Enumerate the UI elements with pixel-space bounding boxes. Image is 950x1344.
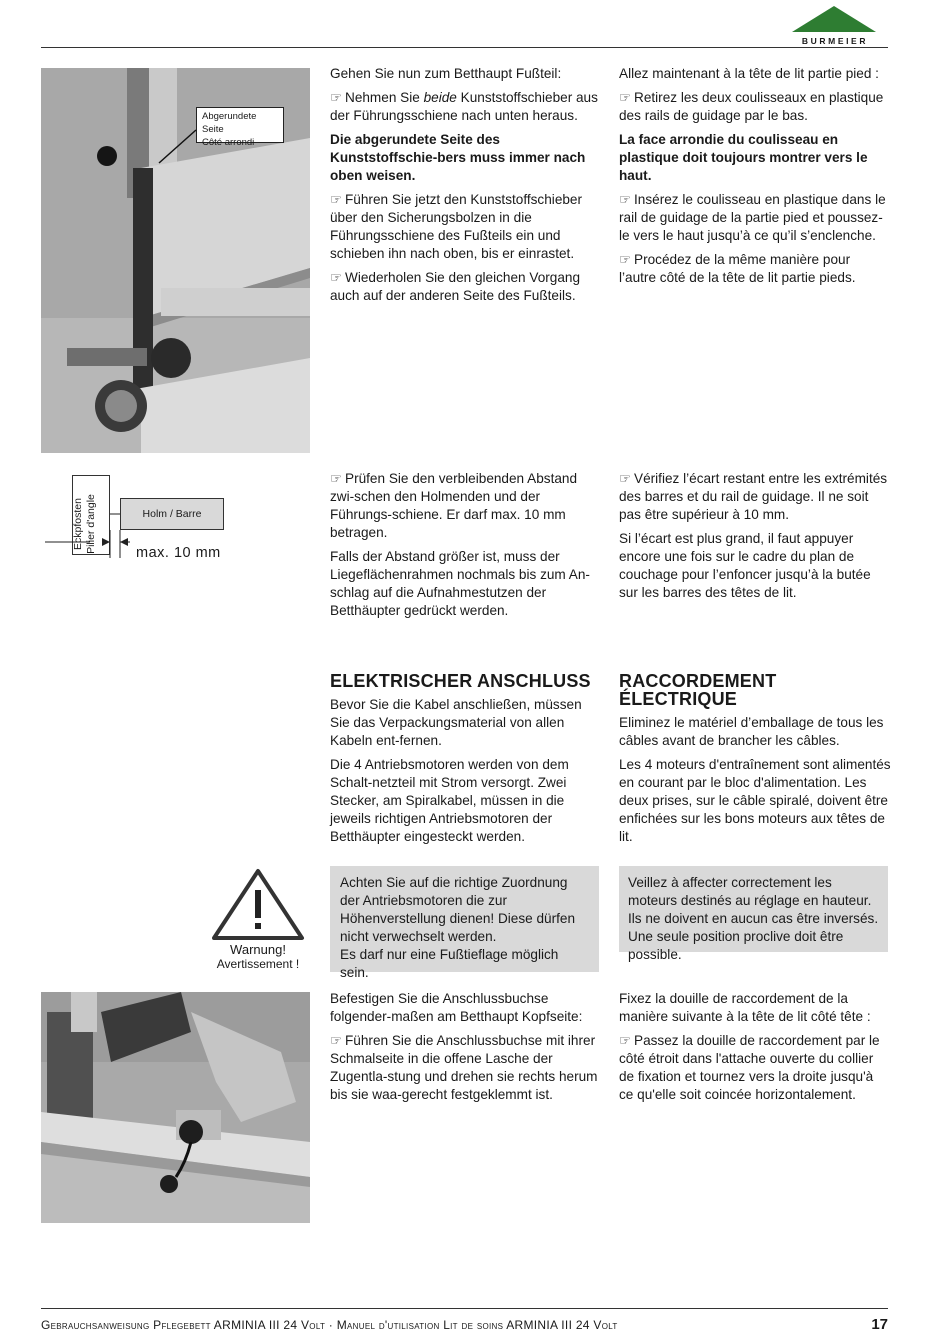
s2-de-p2: Falls der Abstand größer ist, muss der Liegeflächenrahmen nochmals bis zum An-schlag auf die Aufnahmestutzen der Betthäupter gedrückt werden. (330, 549, 590, 618)
pointing-hand-icon: ☞ (619, 90, 632, 105)
header-rule (41, 47, 888, 48)
warning-fr-line1: Veillez à affecter correctement les moteurs destinés au réglage en hauteur. Ils ne doivent en aucun cas être inversés. (628, 875, 879, 926)
photo-callout-fr: Côté arrondi (202, 137, 255, 148)
gap-diagram (40, 470, 270, 570)
pointing-hand-icon: ☞ (330, 90, 343, 105)
burmeier-logo-roof (792, 6, 876, 32)
s3-de-p2: Die 4 Antriebsmotoren werden von dem Schalt-netzteil mit Strom versorgt. Zwei Stecker, am Spiralkabel, müssen in die jeweils richtigen Antriebsmotoren der Betthäupter eingesteckt werden. (330, 757, 569, 844)
burmeier-logo-text: BURMEIER (801, 36, 869, 46)
bar-rect: Holm / Barre (120, 498, 224, 530)
s1-fr-p3: La face arrondie du coulisseau en plastique doit toujours montrer vers le haut. (619, 132, 868, 183)
s1-de-p2: ☞ Nehmen Sie beide Kunststoffschieber aus der Führungsschiene nach unten heraus. (330, 90, 598, 123)
footer-text: Gebrauchsanweisung Pflegebett ARMINIA III 24 Volt · Manuel d'utilisation Lit de soins ARMINIA III 24 Volt (41, 1318, 618, 1332)
section2-fr (619, 470, 889, 608)
s1-de-p4: ☞ Führen Sie jetzt den Kunststoffschieber über den Sicherungsbolzen in die Führungsschiene des Fußteils ein und schieben ihn nach oben, bis er einrastet. (330, 192, 583, 261)
corner-post-label-fr: Pilier d'angle (85, 494, 97, 554)
warning-label-fr: Avertissement ! (216, 957, 300, 971)
callout-leader (41, 68, 310, 453)
s2-fr-p2: Si l’écart est plus grand, il faut appuyer encore une fois sur le cadre du plan de couchage pour l’enfoncer jusqu’à la butée sur les barres des têtes de lit. (619, 531, 871, 600)
heading-raccordement-electrique: RACCORDEMENT ÉLECTRIQUE (619, 671, 777, 709)
s1-de-p3: Die abgerundete Seite des Kunststoffschie-bers muss immer nach oben weisen. (330, 132, 586, 183)
page-number: 17 (871, 1316, 888, 1333)
warning-sign (210, 868, 306, 971)
corner-post-label-de: Eckpfosten (72, 498, 84, 550)
pointing-hand-icon: ☞ (619, 1033, 632, 1048)
s1-fr-p5: ☞ Procédez de la même manière pour l’autre côté de la tête de lit partie pieds. (619, 252, 856, 285)
section3-fr (619, 672, 894, 852)
section4-de (330, 990, 600, 1110)
header (0, 0, 950, 50)
warning-de-line2: Es darf nur eine Fußtieflage möglich sein. (340, 947, 559, 980)
s3-fr-p2: Les 4 moteurs d'entraînement sont alimentés en courant par le bloc d'alimentation. Les deux prises, sur le câble spiralé, doivent être enfichées sur les bons moteurs aux têtes de lit. (619, 757, 891, 844)
bed-rail-photo (41, 68, 310, 453)
s4-fr-p1: Fixez la douille de raccordement de la manière suivante à la tête de lit côté tête : (619, 991, 871, 1024)
warning-fr-line2: Une seule position proclive doit être possible. (628, 929, 844, 962)
s1-fr-p2: ☞ Retirez les deux coulisseaux en plastique des rails de guidage par le bas. (619, 90, 884, 123)
bar-label-fr: Barre (175, 508, 202, 520)
pointing-hand-icon: ☞ (330, 471, 343, 486)
s3-de-p1: Bevor Sie die Kabel anschließen, müssen Sie das Verpackungsmaterial von allen Kabeln ent-fernen. (330, 697, 582, 748)
warning-de-line1: Achten Sie auf die richtige Zuordnung der Antriebsmotoren die zur Höhenverstellung dienen! Diese dürfen nicht verwechselt werden. (340, 875, 576, 944)
warning-triangle-icon (210, 868, 306, 940)
section2-de (330, 470, 600, 626)
s4-de-p2: ☞ Führen Sie die Anschlussbuchse mit ihrer Schmalseite in die offene Lasche der Zugentla-stung und drehen sie rechts herum bis sie waa-gerecht festgeklemmt ist. (330, 1033, 598, 1102)
s2-de-p1: ☞ Prüfen Sie den verbleibenden Abstand zwi-schen den Holmenden und der Führungs-schiene. Er darf max. 10 mm betragen. (330, 471, 578, 540)
s1-fr-p1: Allez maintenant à la tête de lit partie pied : (619, 66, 879, 81)
pointing-hand-icon: ☞ (330, 270, 343, 285)
section1-de (330, 65, 600, 311)
s4-fr-p2: ☞ Passez la douille de raccordement par le côté étroit dans l'attache ouverte du collier de fixation et tournez vers la droite jusqu'à ce qu'elle soit coincée horizontalement. (619, 1033, 880, 1102)
s3-fr-p1: Eliminez le matériel d’emballage de tous les câbles avant de brancher les câbles. (619, 715, 884, 748)
section1-fr (619, 65, 889, 293)
section3-de (330, 672, 600, 852)
pointing-hand-icon: ☞ (619, 252, 632, 267)
s1-fr-p4: ☞ Insérez le coulisseau en plastique dans le rail de guidage de la partie pied et poussez-le vers le haut jusqu’à ce qu’il s’enclenche. (619, 192, 886, 243)
pointing-hand-icon: ☞ (330, 192, 343, 207)
s2-fr-p1: ☞ Vérifiez l’écart restant entre les extrémités des barres et du rail de guidage. Il ne soit pas être supérieur à 10 mm. (619, 471, 888, 522)
pointing-hand-icon: ☞ (619, 192, 632, 207)
warning-box-fr (619, 866, 888, 962)
warning-box-de (330, 866, 599, 980)
heading-elektrischer-anschluss: ELEKTRISCHER ANSCHLUSS (330, 671, 591, 691)
s1-de-p1: Gehen Sie nun zum Betthaupt Fußteil: (330, 66, 562, 81)
s4-de-p1: Befestigen Sie die Anschlussbuchse folgender-maßen am Betthaupt Kopfseite: (330, 991, 583, 1024)
section4-fr (619, 990, 889, 1110)
s1-de-p5: ☞ Wiederholen Sie den gleichen Vorgang auch auf der anderen Seite des Fußteils. (330, 270, 581, 303)
socket-fixing-photo (41, 992, 310, 1223)
pointing-hand-icon: ☞ (330, 1033, 343, 1048)
footer-rule (41, 1308, 888, 1309)
pointing-hand-icon: ☞ (619, 471, 632, 486)
bar-label-de: Holm (142, 508, 168, 520)
warning-label-de: Warnung! (230, 942, 286, 957)
photo-callout-de: Abgerundete Seite (202, 111, 257, 135)
max-distance-label: max. 10 mm (136, 545, 221, 561)
socket-fixing-illustration (41, 992, 310, 1223)
